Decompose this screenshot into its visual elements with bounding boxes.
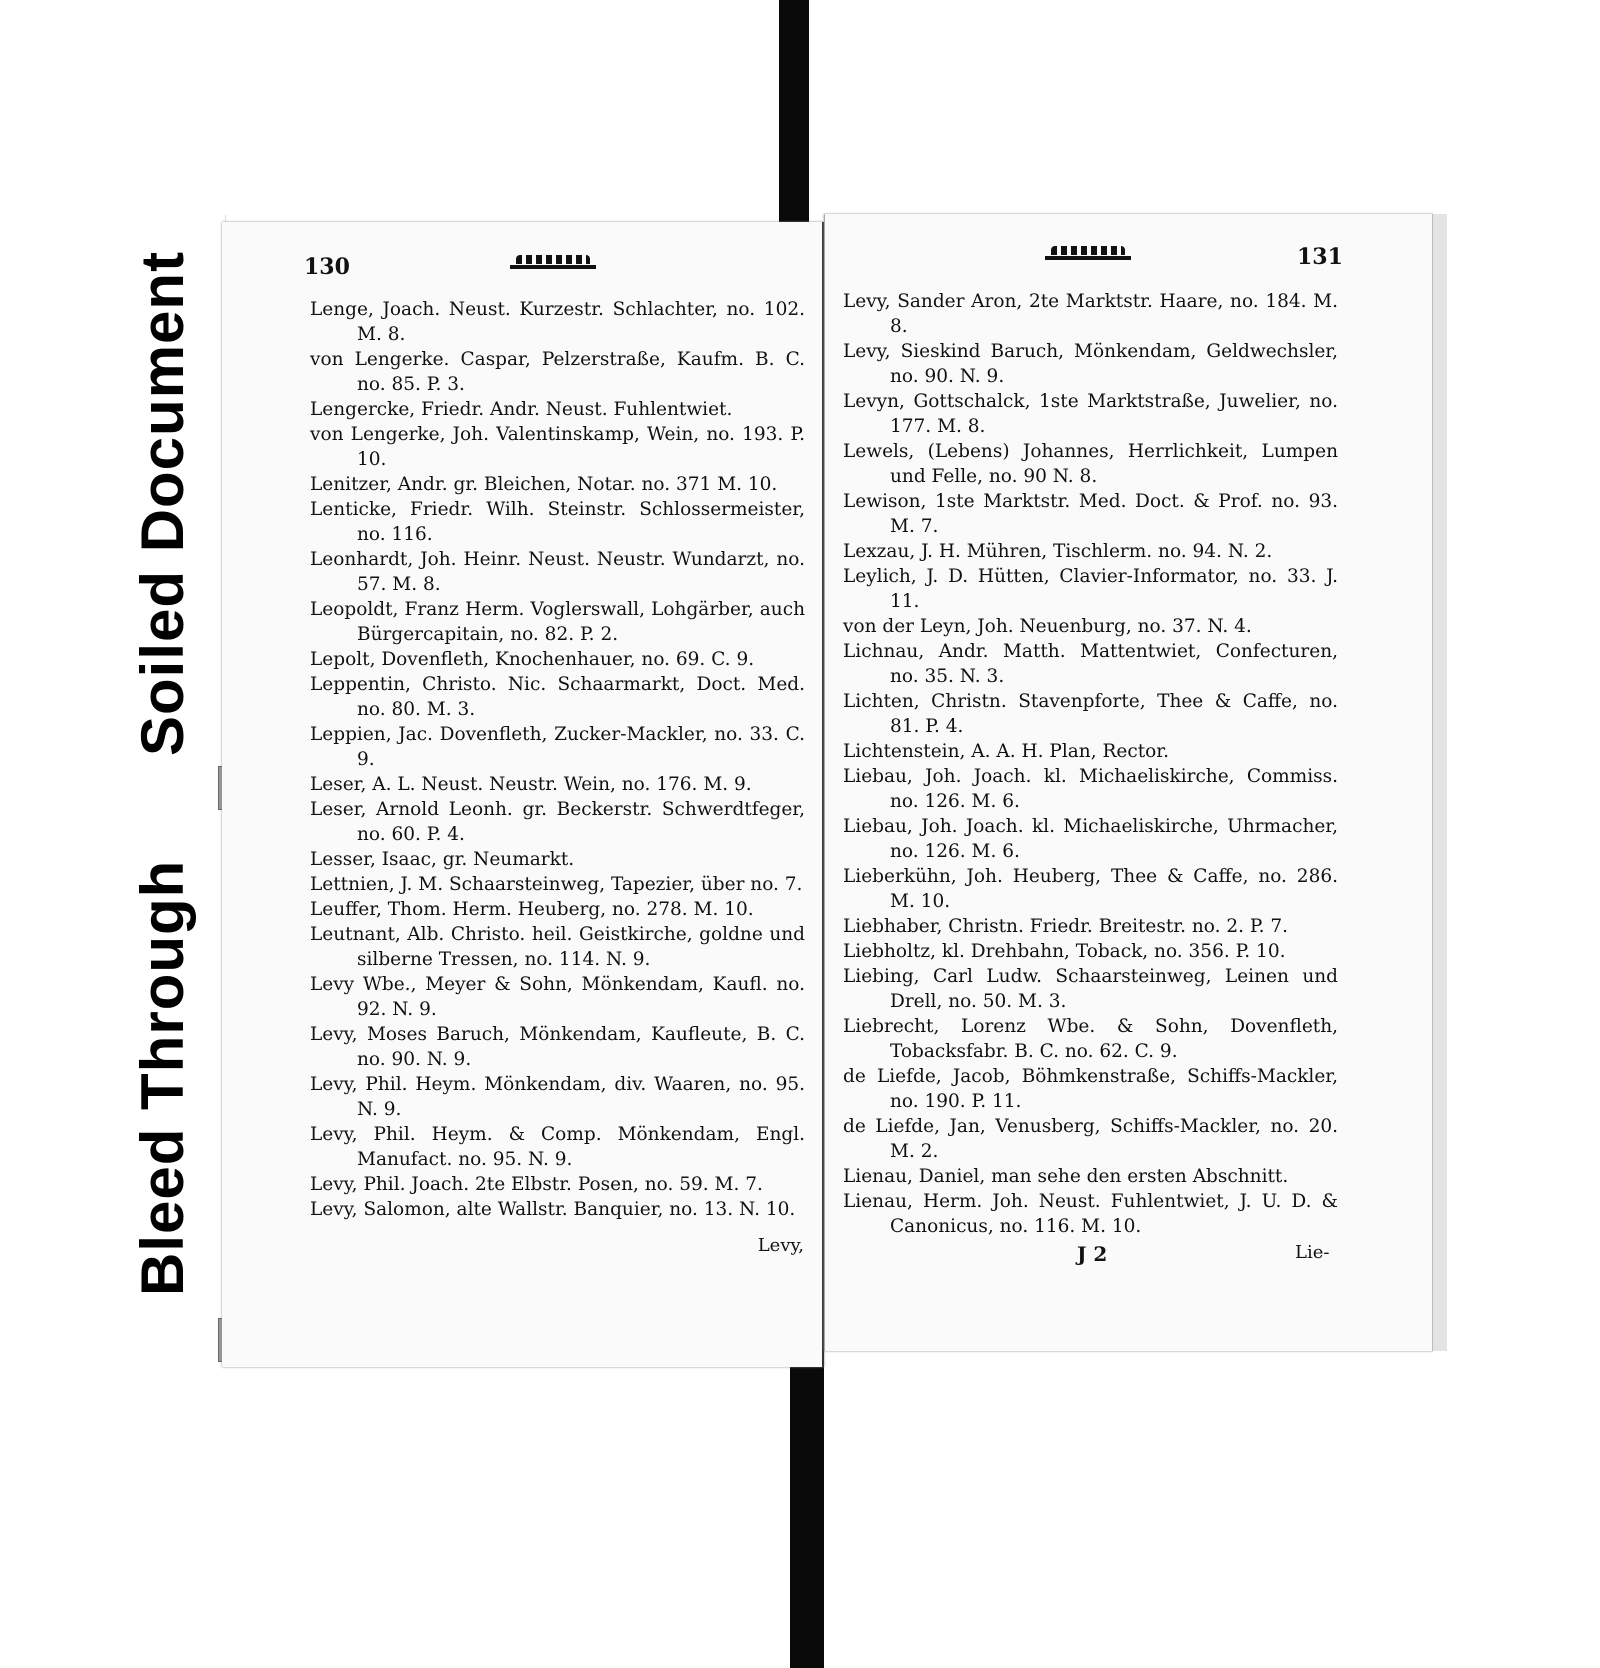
list-item: Liebing, Carl Ludw. Schaarsteinweg, Leinen und Drell, no. 50. M. 3.	[843, 966, 1338, 1012]
list-item: Levy, Phil. Heym. & Comp. Mönkendam, Engl. Manufact. no. 95. N. 9.	[310, 1124, 805, 1170]
list-item: Levy Wbe., Meyer & Sohn, Mönkendam, Kaufl. no. 92. N. 9.	[310, 974, 805, 1020]
list-item: von der Leyn, Joh. Neuenburg, no. 37. N. 4.	[843, 616, 1252, 637]
binding-strap-top	[779, 0, 809, 225]
bleed-through-label: Bleed Through	[129, 859, 196, 1296]
entry-list	[843, 289, 1338, 1239]
list-item: Leutnant, Alb. Christo. heil. Geistkirche, goldne und silberne Tressen, no. 114. N. 9.	[310, 924, 805, 970]
list-item: von Lengerke, Joh. Valentinskamp, Wein, no. 193. P. 10.	[310, 424, 805, 470]
left-page	[222, 222, 824, 1367]
list-item: Leylich, J. D. Hütten, Clavier-Informator, no. 33. J. 11.	[843, 566, 1338, 612]
list-item: Levy, Phil. Joach. 2te Elbstr. Posen, no. 59. M. 7.	[310, 1174, 763, 1195]
right-page	[824, 214, 1433, 1351]
list-item: Lenticke, Friedr. Wilh. Steinstr. Schlossermeister, no. 116.	[310, 499, 805, 545]
list-item: von Lengerke. Caspar, Pelzerstraße, Kaufm. B. C. no. 85. P. 3.	[310, 349, 805, 395]
list-item: Lepolt, Dovenfleth, Knochenhauer, no. 69. C. 9.	[310, 649, 755, 670]
list-item: Leopoldt, Franz Herm. Voglerswall, Lohgärber, auch Bürgercapitain, no. 82. P. 2.	[310, 599, 805, 645]
catchword: Lie-	[1295, 1242, 1330, 1263]
list-item: Lesser, Isaac, gr. Neumarkt.	[310, 849, 575, 870]
list-item: Lienau, Daniel, man sehe den ersten Abschnitt.	[843, 1166, 1289, 1187]
list-item: Leppentin, Christo. Nic. Schaarmarkt, Doct. Med. no. 80. M. 3.	[310, 674, 805, 720]
list-item: Levy, Moses Baruch, Mönkendam, Kaufleute, B. C. no. 90. N. 9.	[310, 1024, 805, 1070]
list-item: Levy, Salomon, alte Wallstr. Banquier, no. 13. N. 10.	[310, 1199, 796, 1220]
header-ornament	[510, 255, 596, 269]
list-item: Liebholtz, kl. Drehbahn, Toback, no. 356. P. 10.	[843, 941, 1286, 962]
binding-strap-bottom	[790, 1358, 824, 1668]
list-item: Liebau, Joh. Joach. kl. Michaeliskirche, Commiss. no. 126. M. 6.	[843, 766, 1338, 812]
list-item: Leppien, Jac. Dovenfleth, Zucker-Mackler, no. 33. C. 9.	[310, 724, 805, 770]
list-item: Lichten, Christn. Stavenpforte, Thee & Caffe, no. 81. P. 4.	[843, 691, 1338, 737]
page-number: 130	[304, 254, 350, 280]
list-item: Lewels, (Lebens) Johannes, Herrlichkeit, Lumpen und Felle, no. 90 N. 8.	[843, 441, 1338, 487]
signature-mark: J 2	[1077, 1242, 1108, 1266]
list-item: Lenge, Joach. Neust. Kurzestr. Schlachter, no. 102. M. 8.	[310, 299, 805, 345]
list-item: Lengercke, Friedr. Andr. Neust. Fuhlentwiet.	[310, 399, 733, 420]
list-item: Liebhaber, Christn. Friedr. Breitestr. no. 2. P. 7.	[843, 916, 1289, 937]
list-item: Levy, Sander Aron, 2te Marktstr. Haare, no. 184. M. 8.	[843, 291, 1338, 337]
list-item: Lienau, Herm. Joh. Neust. Fuhlentwiet, J. U. D. & Canonicus, no. 116. M. 10.	[843, 1191, 1338, 1237]
list-item: Lichnau, Andr. Matth. Mattentwiet, Confecturen, no. 35. N. 3.	[843, 641, 1338, 687]
page-number: 131	[1297, 244, 1343, 270]
list-item: Leser, A. L. Neust. Neustr. Wein, no. 176. M. 9.	[310, 774, 752, 795]
list-item: Leser, Arnold Leonh. gr. Beckerstr. Schwerdtfeger, no. 60. P. 4.	[310, 799, 805, 845]
header-ornament	[1045, 246, 1131, 260]
list-item: Liebrecht, Lorenz Wbe. & Sohn, Dovenfleth, Tobacksfabr. B. C. no. 62. C. 9.	[843, 1016, 1338, 1062]
list-item: Lettnien, J. M. Schaarsteinweg, Tapezier, über no. 7.	[310, 874, 803, 895]
soiled-document-label: Soiled Document	[129, 250, 196, 756]
list-item: Levy, Sieskind Baruch, Mönkendam, Geldwechsler, no. 90. N. 9.	[843, 341, 1338, 387]
list-item: Levyn, Gottschalck, 1ste Marktstraße, Juwelier, no. 177. M. 8.	[843, 391, 1338, 437]
list-item: Lieberkühn, Joh. Heuberg, Thee & Caffe, no. 286. M. 10.	[843, 866, 1338, 912]
list-item: Lichtenstein, A. A. H. Plan, Rector.	[843, 741, 1169, 762]
list-item: Lexzau, J. H. Mühren, Tischlerm. no. 94. N. 2.	[843, 541, 1273, 562]
list-item: Levy, Phil. Heym. Mönkendam, div. Waaren, no. 95. N. 9.	[310, 1074, 805, 1120]
catchword: Levy,	[757, 1235, 804, 1256]
list-item: Lewison, 1ste Marktstr. Med. Doct. & Prof. no. 93. M. 7.	[843, 491, 1338, 537]
list-item: Liebau, Joh. Joach. kl. Michaeliskirche, Uhrmacher, no. 126. M. 6.	[843, 816, 1338, 862]
list-item: Lenitzer, Andr. gr. Bleichen, Notar. no. 371 M. 10.	[310, 474, 778, 495]
list-item: de Liefde, Jan, Venusberg, Schiffs-Mackler, no. 20. M. 2.	[843, 1116, 1338, 1162]
list-item: de Liefde, Jacob, Böhmkenstraße, Schiffs-Mackler, no. 190. P. 11.	[843, 1066, 1338, 1112]
list-item: Leonhardt, Joh. Heinr. Neust. Neustr. Wundarzt, no. 57. M. 8.	[310, 549, 805, 595]
list-item: Leuffer, Thom. Herm. Heuberg, no. 278. M. 10.	[310, 899, 754, 920]
entry-list	[310, 297, 805, 1222]
